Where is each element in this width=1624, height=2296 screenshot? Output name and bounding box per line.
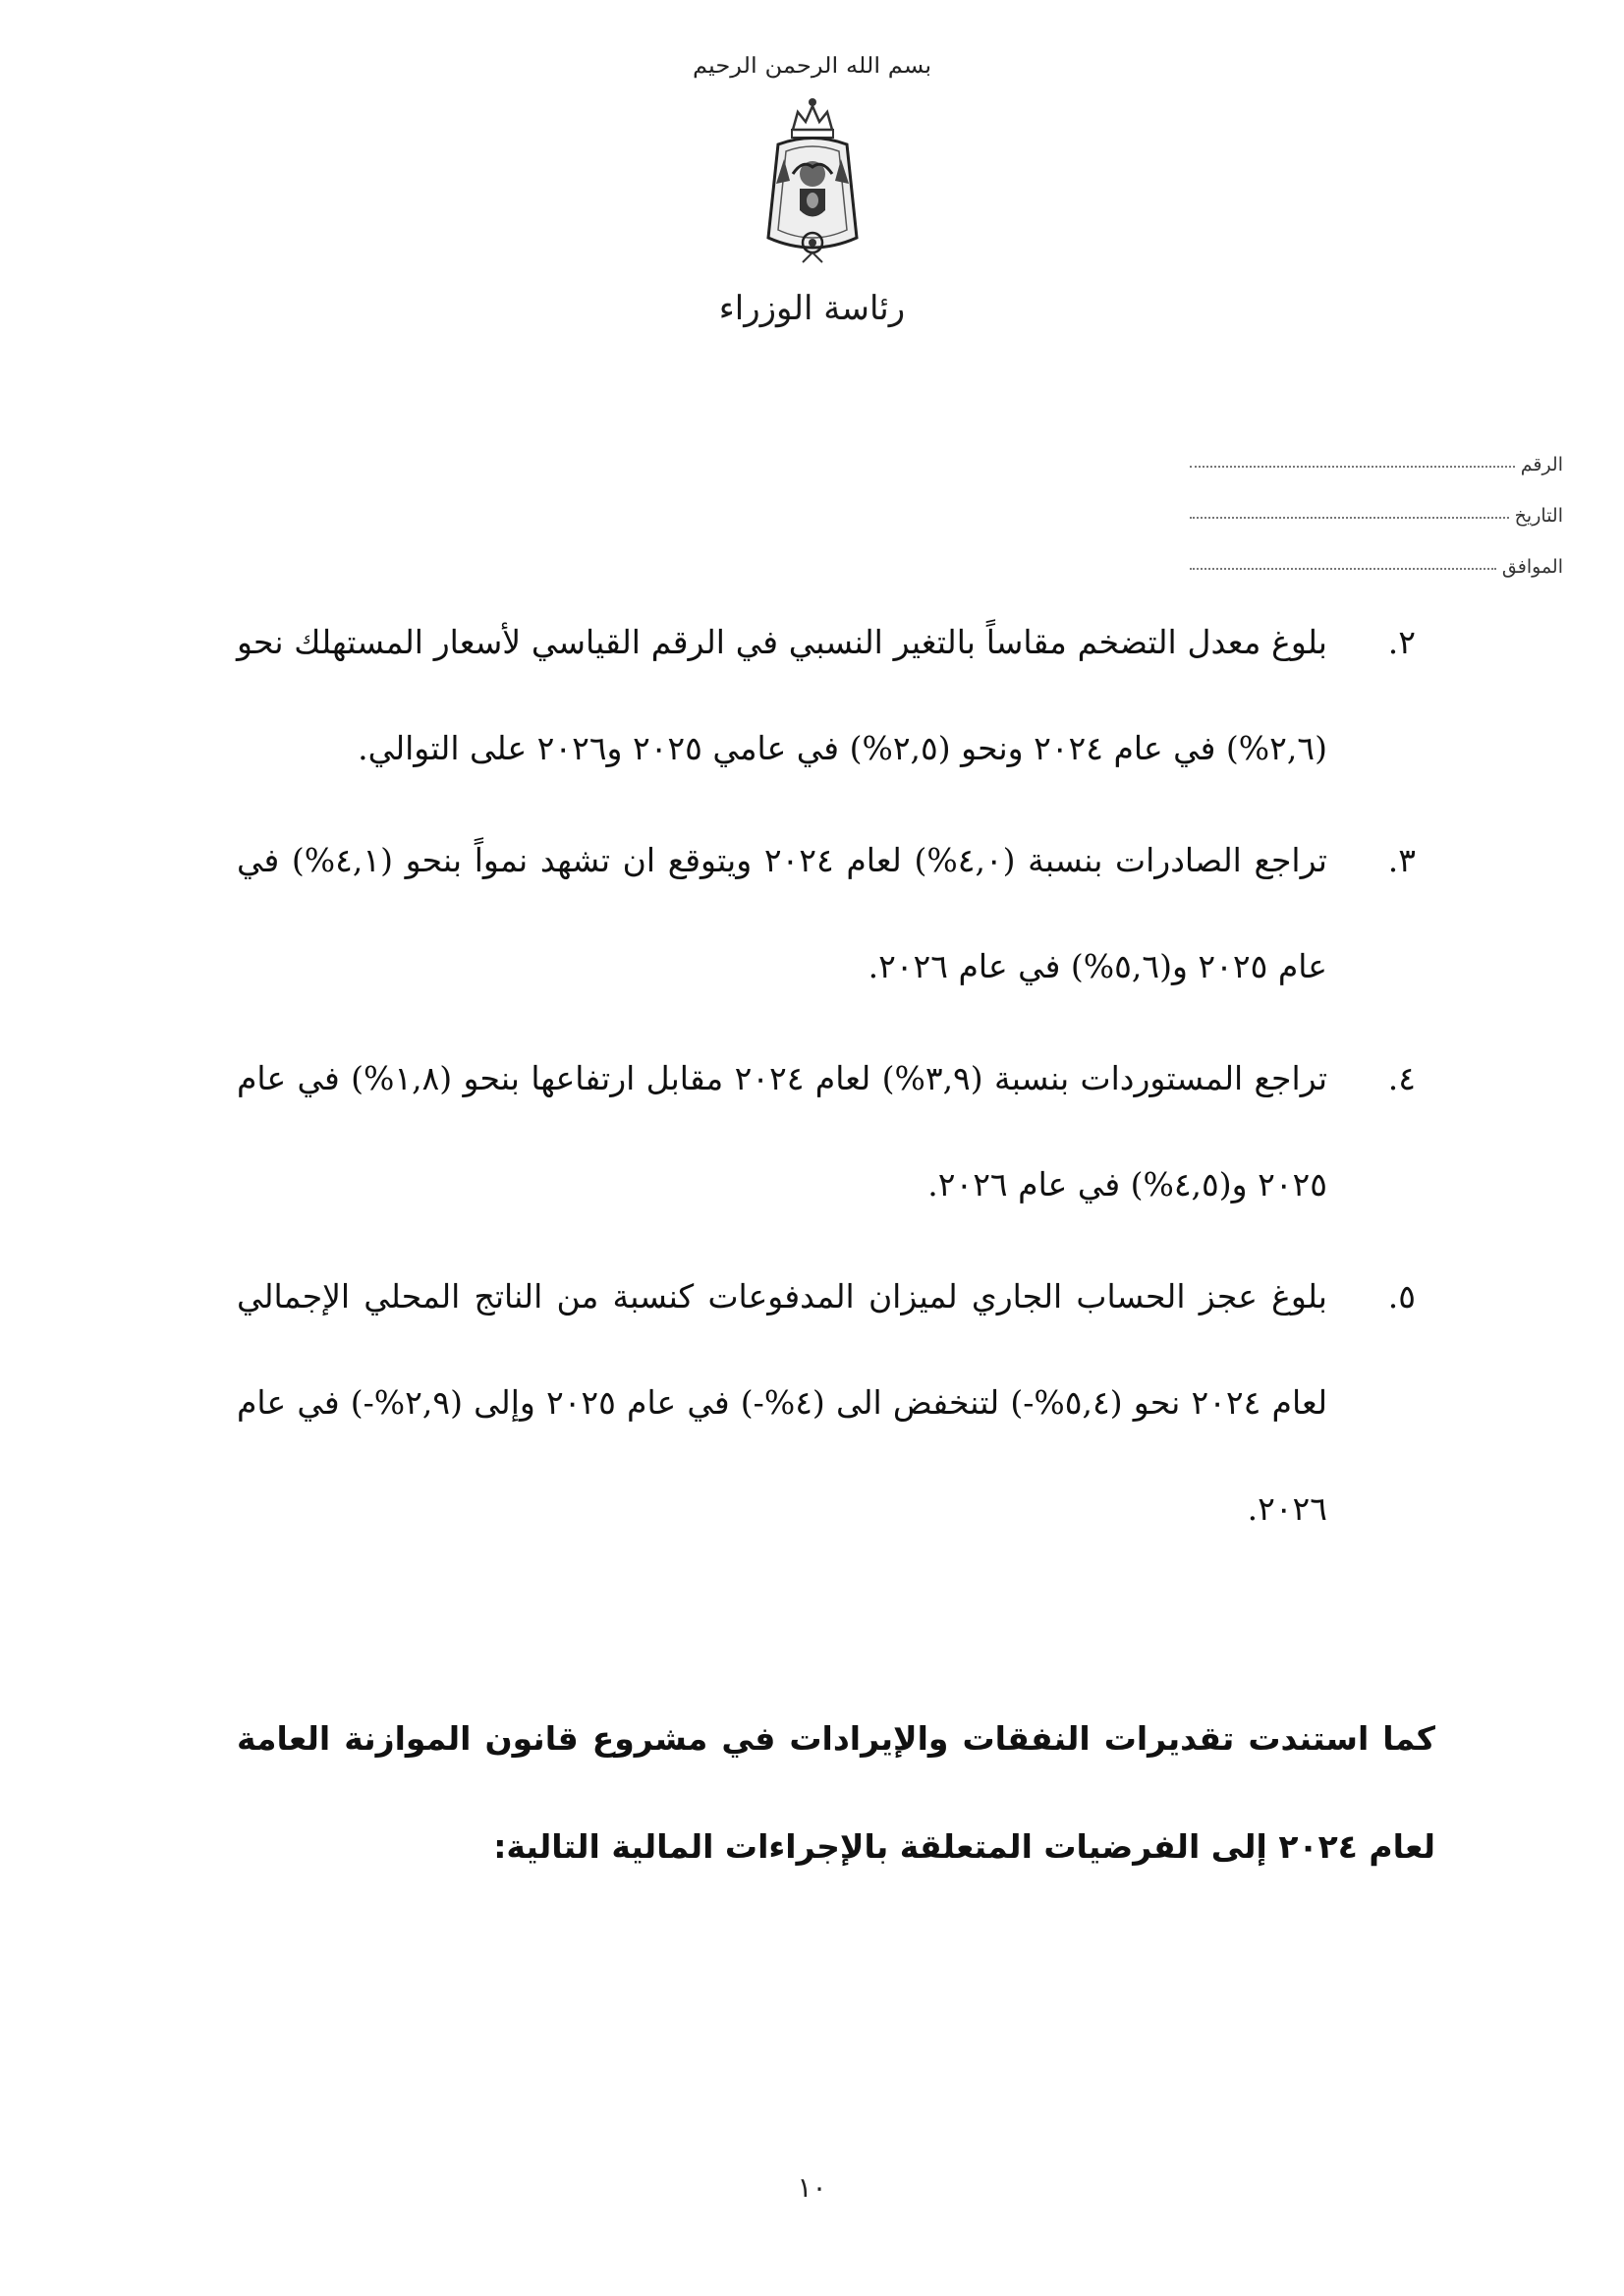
list-item-text: بلوغ عجز الحساب الجاري لميزان المدفوعات كنسبة من الناتج المحلي الإجمالي لعام ٢٠٢٤ نحو (٥,٤%-) لتنخفض الى (٤%-) في عام ٢٠٢٥ وإلى (٢,٩%-) في عام ٢٠٢٦. — [237, 1277, 1327, 1528]
list-item-text: تراجع المستوردات بنسبة (٣,٩%) لعام ٢٠٢٤ مقابل ارتفاعها بنحو (١,٨%) في عام ٢٠٢٥ و(٤,٥%) في عام ٢٠٢٦. — [237, 1059, 1328, 1204]
list-item-number: ٥. — [1387, 1277, 1416, 1316]
list-item-number: ٣. — [1387, 841, 1416, 879]
ref-corresponding-dots — [1190, 568, 1496, 570]
ref-date-dots — [1190, 517, 1509, 519]
list-item-number: ٤. — [1387, 1059, 1416, 1097]
office-name: رئاسة الوزراء — [718, 289, 906, 328]
list-item-text: تراجع الصادرات بنسبة (٤,٠%) لعام ٢٠٢٤ ويتوقع ان تشهد نمواً بنحو (٤,١%) في عام ٢٠٢٥ و(٥,٦%) في عام ٢٠٢٦. — [237, 841, 1327, 985]
list-item — [237, 1244, 1416, 1562]
ref-number-label: الرقم — [1520, 454, 1563, 476]
ref-date-label: التاريخ — [1514, 505, 1563, 527]
ref-corresponding-row — [1190, 527, 1563, 578]
ref-number-row — [1190, 424, 1563, 476]
ref-date-row — [1190, 476, 1563, 527]
page-number: ١٠ — [797, 2171, 827, 2204]
ref-number-dots — [1190, 466, 1515, 468]
reference-fields — [1190, 424, 1563, 578]
list-item — [237, 808, 1416, 1020]
ref-corresponding-label: الموافق — [1501, 556, 1563, 578]
basmala: بسم الله الرحمن الرحيم — [692, 54, 932, 79]
letterhead — [0, 54, 1624, 328]
jordan-coat-of-arms-icon — [749, 90, 876, 277]
list-item-text: بلوغ معدل التضخم مقاساً بالتغير النسبي في الرقم القياسي لأسعار المستهلك نحو (٢,٦%) في عام ٢٠٢٤ ونحو (٢,٥%) في عامي ٢٠٢٥ و٢٠٢٦ على التوالي. — [237, 623, 1327, 767]
closing-paragraph: كما استندت تقديرات النفقات والإيرادات في مشروع قانون الموازنة العامة لعام ٢٠٢٤ إلى الفرضيات المتعلقة بالإجراءات المالية التالية: — [237, 1719, 1435, 1866]
numbered-list — [237, 589, 1416, 1568]
list-item — [237, 1026, 1416, 1238]
list-item — [237, 589, 1416, 802]
list-item-number: ٢. — [1387, 623, 1416, 661]
